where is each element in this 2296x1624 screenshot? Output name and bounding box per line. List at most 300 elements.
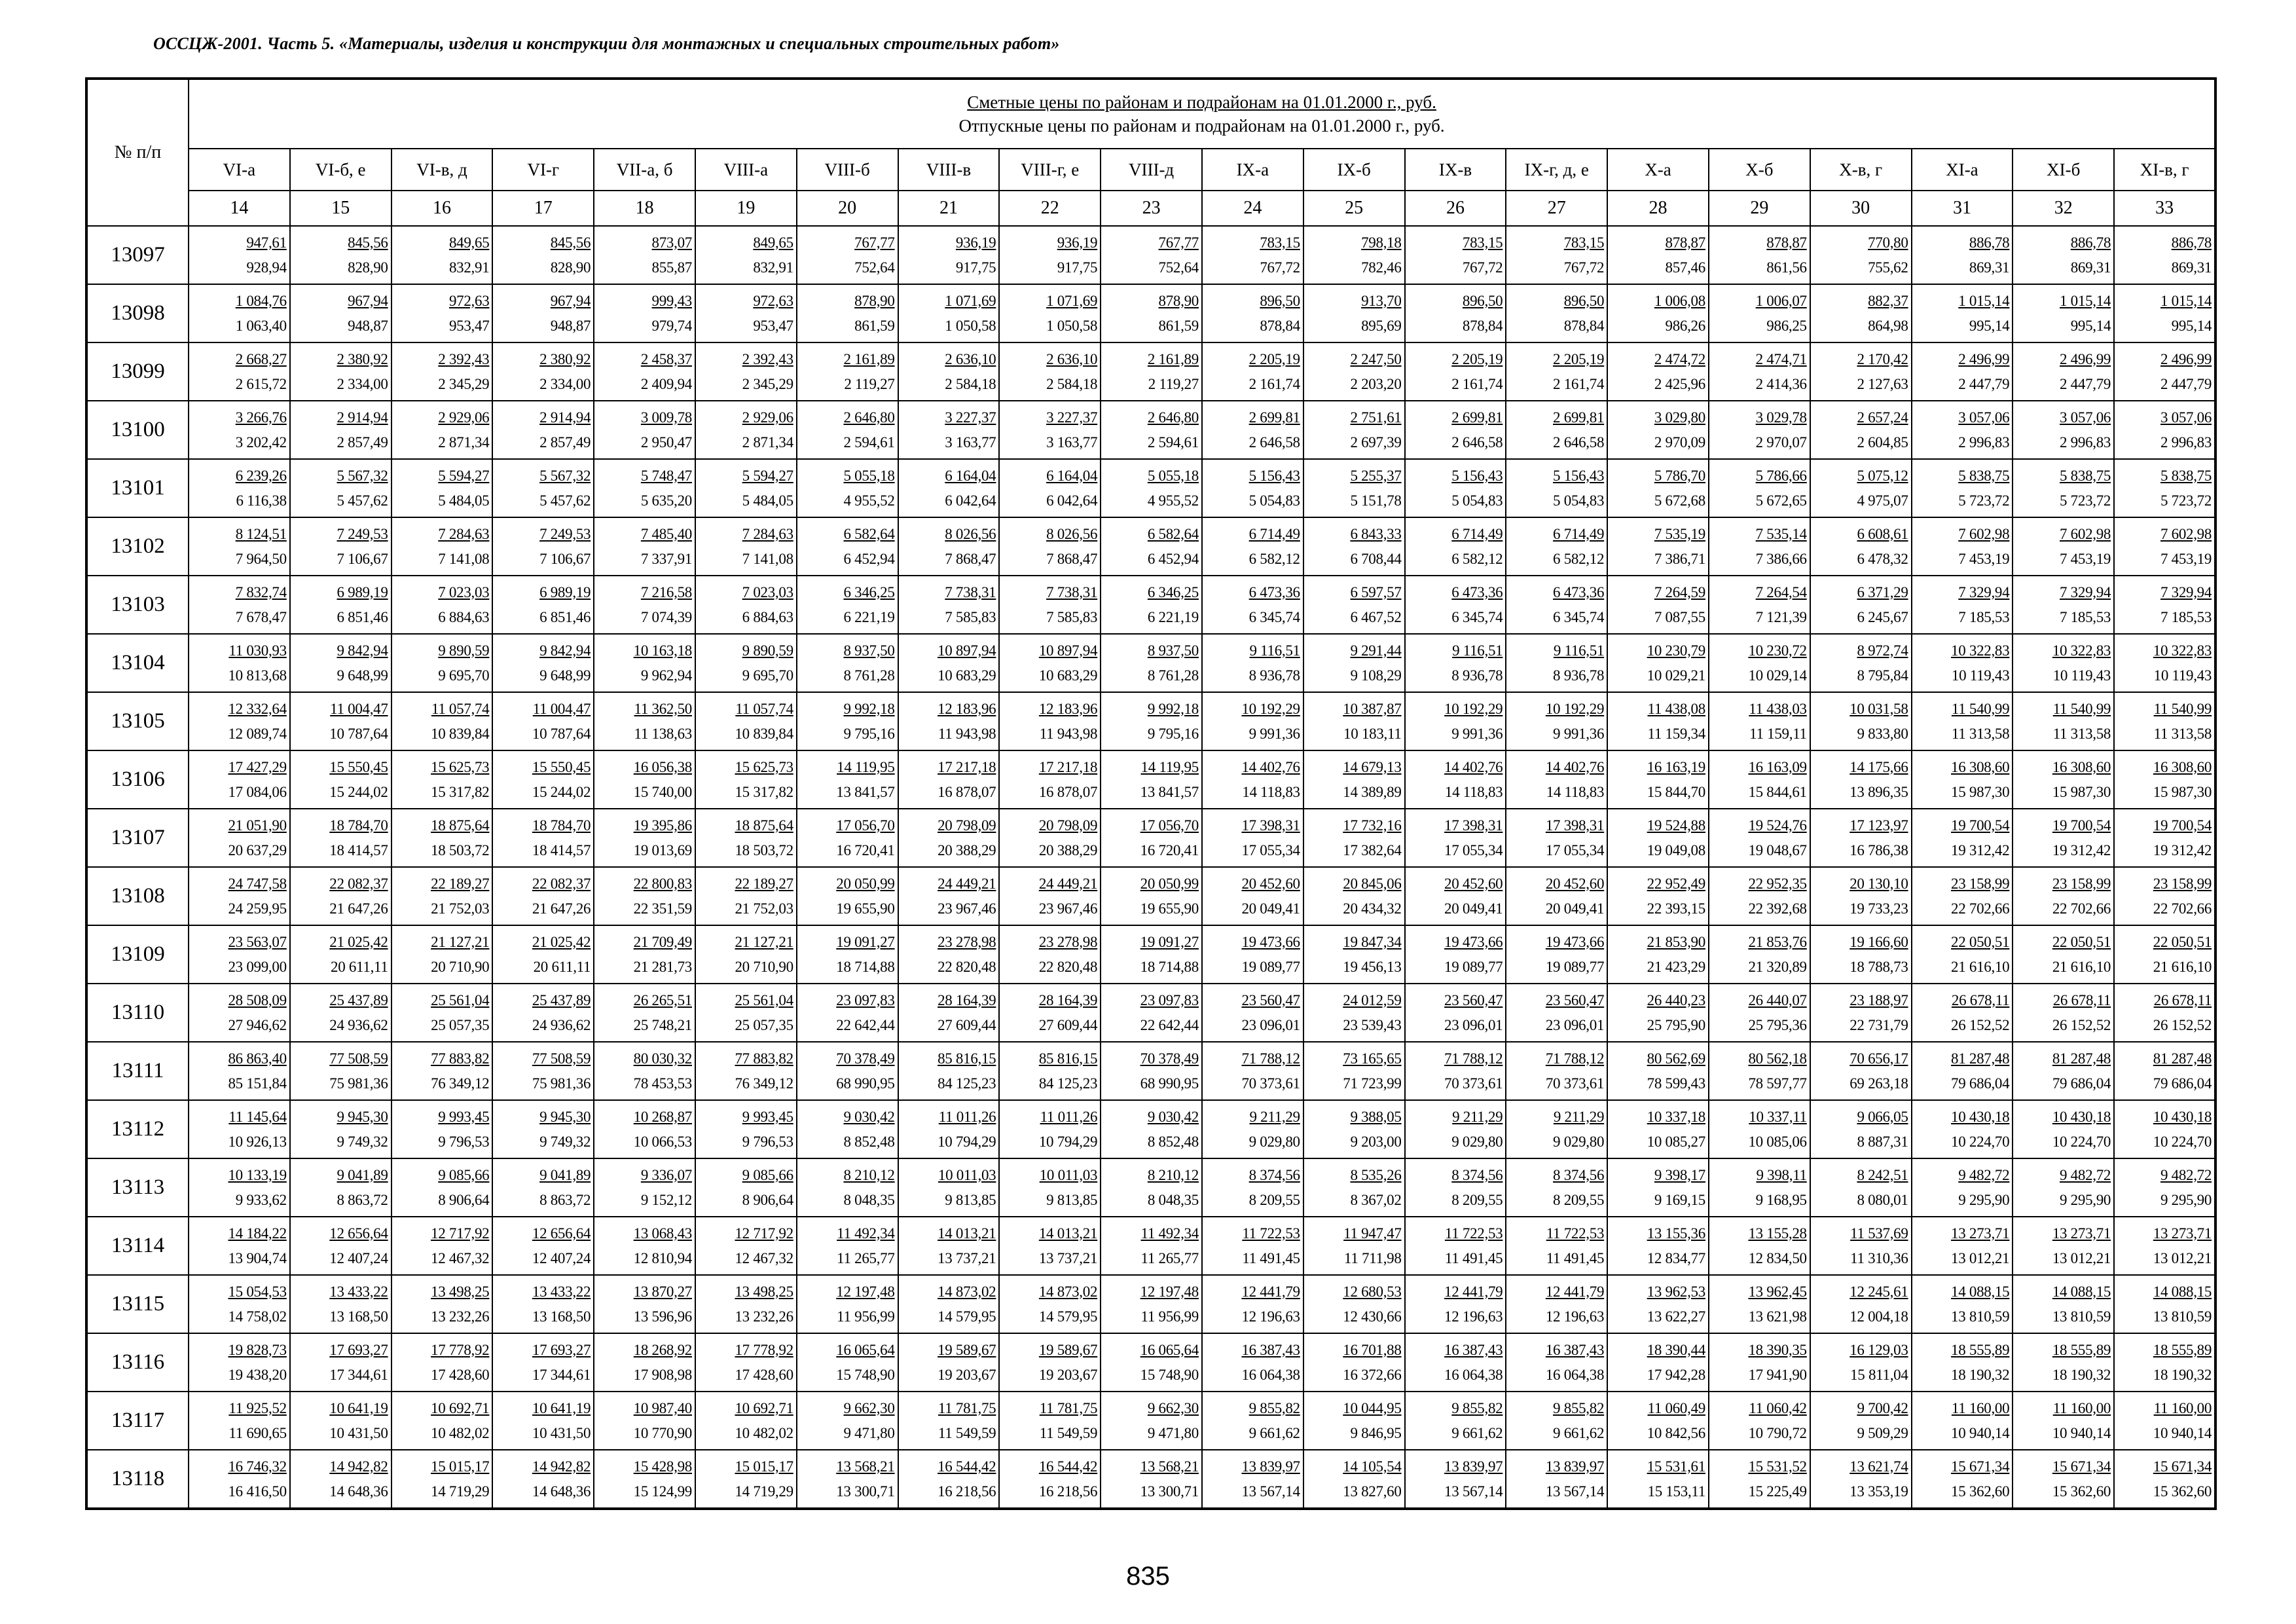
release-price: 15 987,30 bbox=[2153, 783, 2212, 800]
release-price: 14 579,95 bbox=[938, 1308, 996, 1325]
price-cell bbox=[1709, 1275, 1810, 1333]
estimate-price: 26 678,11 bbox=[1951, 991, 2010, 1008]
price-cell bbox=[1709, 284, 1810, 342]
release-price: 17 942,28 bbox=[1647, 1366, 1705, 1383]
estimate-price: 14 873,02 bbox=[938, 1283, 996, 1300]
estimate-price: 8 937,50 bbox=[1147, 642, 1199, 659]
price-cell bbox=[1506, 459, 1607, 517]
release-price: 2 996,83 bbox=[2060, 434, 2111, 451]
price-cell bbox=[1405, 1100, 1506, 1158]
release-price: 17 084,06 bbox=[228, 783, 287, 800]
price-cell bbox=[1101, 1042, 1202, 1100]
price-cell bbox=[1303, 342, 1405, 401]
estimate-price: 3 227,37 bbox=[1046, 409, 1098, 426]
price-cell bbox=[2114, 1392, 2215, 1450]
estimate-price: 6 582,64 bbox=[1147, 525, 1199, 542]
release-price: 9 796,53 bbox=[742, 1133, 793, 1150]
price-cell bbox=[594, 1100, 695, 1158]
price-cell bbox=[290, 1158, 392, 1217]
estimate-price: 11 160,00 bbox=[2052, 1399, 2111, 1416]
estimate-price: 20 050,99 bbox=[1140, 875, 1199, 892]
price-cell bbox=[1405, 925, 1506, 984]
price-cell bbox=[1607, 1217, 1709, 1275]
estimate-price: 77 508,59 bbox=[532, 1050, 591, 1067]
release-price: 5 484,05 bbox=[742, 492, 793, 509]
release-price: 3 163,77 bbox=[945, 434, 996, 451]
release-price: 2 345,29 bbox=[742, 375, 793, 392]
price-cell bbox=[392, 1042, 493, 1100]
estimate-price: 3 029,78 bbox=[1755, 409, 1807, 426]
table-row bbox=[86, 634, 2215, 692]
price-cell bbox=[999, 634, 1101, 692]
estimate-price: 11 492,34 bbox=[1140, 1225, 1199, 1242]
estimate-price: 12 717,92 bbox=[431, 1225, 490, 1242]
release-price: 17 908,98 bbox=[633, 1366, 692, 1383]
price-cell bbox=[695, 226, 797, 284]
price-cell bbox=[1101, 692, 1202, 750]
release-price: 11 313,58 bbox=[1951, 725, 2010, 742]
estimate-price: 22 050,51 bbox=[2052, 933, 2111, 950]
price-cell bbox=[797, 692, 898, 750]
table-row bbox=[86, 1333, 2215, 1392]
release-price: 23 096,01 bbox=[1444, 1016, 1503, 1033]
price-cell bbox=[1303, 401, 1405, 459]
region-header: VI-а bbox=[189, 149, 290, 191]
release-price: 8 906,64 bbox=[742, 1191, 793, 1208]
price-cell bbox=[1506, 1100, 1607, 1158]
release-price: 10 839,84 bbox=[735, 725, 793, 742]
release-price: 18 190,32 bbox=[2052, 1366, 2111, 1383]
price-cell bbox=[999, 1042, 1101, 1100]
estimate-price: 11 540,99 bbox=[2052, 700, 2111, 717]
price-cell bbox=[290, 750, 392, 809]
estimate-price: 19 166,60 bbox=[1850, 933, 1908, 950]
estimate-price: 71 788,12 bbox=[1444, 1050, 1503, 1067]
estimate-price: 26 678,11 bbox=[2153, 991, 2212, 1008]
estimate-price: 20 452,60 bbox=[1444, 875, 1503, 892]
estimate-price: 19 091,27 bbox=[836, 933, 895, 950]
estimate-price: 18 555,89 bbox=[2052, 1341, 2111, 1358]
region-header: IX-в bbox=[1405, 149, 1506, 191]
price-cell bbox=[189, 401, 290, 459]
estimate-price: 9 855,82 bbox=[1451, 1399, 1503, 1416]
release-price: 948,87 bbox=[348, 317, 388, 334]
price-cell bbox=[1303, 634, 1405, 692]
release-price: 13 168,50 bbox=[329, 1308, 388, 1325]
release-price: 6 851,46 bbox=[539, 608, 591, 625]
table-row bbox=[86, 459, 2215, 517]
estimate-price: 849,65 bbox=[448, 234, 490, 251]
price-cell bbox=[1607, 1392, 1709, 1450]
price-cell bbox=[1709, 1217, 1810, 1275]
estimate-price: 19 589,67 bbox=[1038, 1341, 1098, 1358]
price-cell bbox=[1506, 809, 1607, 867]
price-cell bbox=[1101, 809, 1202, 867]
price-cell bbox=[1202, 342, 1303, 401]
estimate-price: 10 192,29 bbox=[1444, 700, 1503, 717]
price-cell bbox=[1709, 692, 1810, 750]
estimate-price: 783,15 bbox=[1563, 234, 1605, 251]
row-code: 13103 bbox=[86, 576, 189, 634]
row-code: 13106 bbox=[86, 750, 189, 809]
release-price: 12 834,77 bbox=[1647, 1249, 1705, 1266]
release-price: 13 567,14 bbox=[1241, 1483, 1300, 1500]
release-price: 14 118,83 bbox=[1242, 783, 1300, 800]
release-price: 9 813,85 bbox=[945, 1191, 996, 1208]
release-price: 7 678,47 bbox=[235, 608, 287, 625]
column-number: 17 bbox=[492, 191, 594, 226]
price-cell bbox=[1912, 1392, 2013, 1450]
release-price: 782,46 bbox=[1361, 259, 1402, 276]
release-price: 6 478,32 bbox=[1857, 550, 1908, 567]
price-cell bbox=[189, 1333, 290, 1392]
release-price: 79 686,04 bbox=[2153, 1075, 2212, 1092]
price-cell bbox=[1709, 1100, 1810, 1158]
release-price: 2 697,39 bbox=[1350, 434, 1402, 451]
release-price: 19 013,69 bbox=[633, 841, 692, 858]
estimate-price: 15 671,34 bbox=[2153, 1458, 2212, 1475]
row-code: 13099 bbox=[86, 342, 189, 401]
estimate-price: 7 329,94 bbox=[2160, 583, 2212, 600]
release-price: 8 761,28 bbox=[1147, 667, 1199, 684]
price-cell bbox=[1709, 809, 1810, 867]
release-prices-caption: Отпускные цены по районам и подрайонам на 01.01.2000 г., руб. bbox=[958, 116, 1445, 136]
price-cell bbox=[898, 984, 1000, 1042]
price-cell bbox=[1202, 1333, 1303, 1392]
price-cell bbox=[1912, 576, 2013, 634]
estimate-price: 23 560,47 bbox=[1444, 991, 1503, 1008]
region-header-row bbox=[86, 149, 2215, 191]
release-price: 15 124,99 bbox=[633, 1483, 692, 1500]
price-cell bbox=[797, 342, 898, 401]
estimate-price: 24 012,59 bbox=[1343, 991, 1402, 1008]
release-price: 11 265,77 bbox=[1140, 1249, 1199, 1266]
price-cell bbox=[1405, 1392, 1506, 1450]
estimate-price: 11 011,26 bbox=[938, 1108, 996, 1125]
price-cell bbox=[1202, 809, 1303, 867]
price-cell bbox=[797, 1217, 898, 1275]
estimate-price: 15 428,98 bbox=[633, 1458, 692, 1475]
price-cell bbox=[492, 692, 594, 750]
estimate-price: 10 430,18 bbox=[2052, 1108, 2111, 1125]
price-cell bbox=[1506, 576, 1607, 634]
price-cell bbox=[1912, 925, 2013, 984]
table-row bbox=[86, 576, 2215, 634]
price-cell bbox=[392, 634, 493, 692]
column-number: 20 bbox=[797, 191, 898, 226]
estimate-price: 15 054,53 bbox=[228, 1283, 287, 1300]
estimate-price: 18 555,89 bbox=[2153, 1341, 2212, 1358]
estimate-price: 7 329,94 bbox=[2060, 583, 2111, 600]
price-cell bbox=[898, 692, 1000, 750]
price-cell bbox=[492, 517, 594, 576]
release-price: 13 567,14 bbox=[1545, 1483, 1605, 1500]
release-price: 21 281,73 bbox=[633, 958, 692, 975]
release-price: 9 661,62 bbox=[1451, 1424, 1503, 1441]
price-cell bbox=[2114, 692, 2215, 750]
release-price: 752,64 bbox=[1158, 259, 1199, 276]
price-cell bbox=[594, 809, 695, 867]
price-cell bbox=[1101, 1392, 1202, 1450]
estimate-price: 878,87 bbox=[1766, 234, 1807, 251]
price-cell bbox=[1405, 517, 1506, 576]
release-price: 1 063,40 bbox=[235, 317, 287, 334]
estimate-price: 873,07 bbox=[651, 234, 692, 251]
estimate-price: 9 700,42 bbox=[1857, 1399, 1908, 1416]
estimate-price: 6 346,25 bbox=[843, 583, 895, 600]
release-price: 11 313,58 bbox=[2052, 725, 2111, 742]
estimate-price: 77 883,82 bbox=[431, 1050, 490, 1067]
price-cell bbox=[492, 1158, 594, 1217]
estimate-price: 16 387,43 bbox=[1444, 1341, 1503, 1358]
release-price: 15 317,82 bbox=[431, 783, 490, 800]
estimate-price: 3 057,06 bbox=[1958, 409, 2010, 426]
estimate-price: 11 160,00 bbox=[2153, 1399, 2212, 1416]
release-price: 10 482,02 bbox=[735, 1424, 793, 1441]
release-price: 8 209,55 bbox=[1553, 1191, 1605, 1208]
price-cell bbox=[1303, 1100, 1405, 1158]
estimate-price: 20 845,06 bbox=[1343, 875, 1402, 892]
release-price: 5 054,83 bbox=[1451, 492, 1503, 509]
price-cell bbox=[1607, 342, 1709, 401]
estimate-price: 25 561,04 bbox=[431, 991, 490, 1008]
estimate-price: 19 847,34 bbox=[1343, 933, 1402, 950]
estimate-price: 8 026,56 bbox=[945, 525, 996, 542]
release-price: 12 004,18 bbox=[1850, 1308, 1908, 1325]
price-cell bbox=[1202, 867, 1303, 925]
release-price: 2 646,58 bbox=[1248, 434, 1300, 451]
price-cell bbox=[2114, 401, 2215, 459]
release-price: 9 509,29 bbox=[1857, 1424, 1908, 1441]
release-price: 13 168,50 bbox=[532, 1308, 591, 1325]
price-cell bbox=[1101, 459, 1202, 517]
release-price: 13 567,14 bbox=[1444, 1483, 1503, 1500]
estimate-price: 5 594,27 bbox=[742, 467, 793, 484]
price-cell bbox=[1810, 1217, 1912, 1275]
estimate-price: 7 602,98 bbox=[2060, 525, 2111, 542]
price-cell bbox=[695, 1217, 797, 1275]
release-price: 15 244,02 bbox=[532, 783, 591, 800]
price-cell bbox=[1607, 692, 1709, 750]
estimate-price: 80 562,69 bbox=[1647, 1050, 1705, 1067]
price-cell bbox=[2114, 925, 2215, 984]
estimate-price: 2 205,19 bbox=[1248, 350, 1300, 367]
price-cell bbox=[492, 809, 594, 867]
release-price: 20 637,29 bbox=[228, 841, 287, 858]
price-cell bbox=[290, 1392, 392, 1450]
price-cell bbox=[2114, 459, 2215, 517]
price-cell bbox=[898, 634, 1000, 692]
estimate-price: 9 030,42 bbox=[1147, 1108, 1199, 1125]
release-price: 17 055,34 bbox=[1545, 841, 1605, 858]
release-price: 17 055,34 bbox=[1444, 841, 1503, 858]
release-price: 2 584,18 bbox=[1046, 375, 1098, 392]
release-price: 12 089,74 bbox=[228, 725, 287, 742]
estimate-price: 11 362,50 bbox=[634, 700, 692, 717]
release-price: 13 737,21 bbox=[1038, 1249, 1098, 1266]
price-cell bbox=[189, 1275, 290, 1333]
price-cell bbox=[898, 750, 1000, 809]
estimate-price: 1 071,69 bbox=[945, 292, 996, 309]
price-cell bbox=[695, 576, 797, 634]
release-price: 14 389,89 bbox=[1343, 783, 1402, 800]
price-cell bbox=[898, 1042, 1000, 1100]
estimate-price: 783,15 bbox=[1260, 234, 1300, 251]
estimate-price: 2 699,81 bbox=[1451, 409, 1503, 426]
release-price: 78 599,43 bbox=[1647, 1075, 1705, 1092]
price-cell bbox=[492, 1042, 594, 1100]
release-price: 6 345,74 bbox=[1451, 608, 1503, 625]
release-price: 8 048,35 bbox=[1147, 1191, 1199, 1208]
price-cell bbox=[189, 1392, 290, 1450]
estimate-price: 1 084,76 bbox=[235, 292, 287, 309]
price-cell bbox=[999, 284, 1101, 342]
price-cell bbox=[999, 576, 1101, 634]
estimate-price: 19 700,54 bbox=[2153, 817, 2212, 834]
price-cell bbox=[1810, 459, 1912, 517]
estimate-price: 9 992,18 bbox=[843, 700, 895, 717]
estimate-price: 6 608,61 bbox=[1857, 525, 1908, 542]
release-price: 12 196,63 bbox=[1545, 1308, 1605, 1325]
price-cell bbox=[492, 1450, 594, 1509]
release-price: 6 884,63 bbox=[742, 608, 793, 625]
release-price: 3 163,77 bbox=[1046, 434, 1098, 451]
release-price: 4 955,52 bbox=[843, 492, 895, 509]
estimate-price: 13 068,43 bbox=[633, 1225, 692, 1242]
price-cell bbox=[695, 284, 797, 342]
release-price: 9 749,32 bbox=[539, 1133, 591, 1150]
estimate-price: 9 211,29 bbox=[1452, 1108, 1503, 1125]
release-price: 7 185,53 bbox=[2060, 608, 2111, 625]
price-cell bbox=[1810, 1158, 1912, 1217]
estimate-price: 14 088,15 bbox=[2153, 1283, 2212, 1300]
column-number: 14 bbox=[189, 191, 290, 226]
estimate-price: 13 273,71 bbox=[2052, 1225, 2111, 1242]
price-cell bbox=[1303, 1042, 1405, 1100]
estimate-price: 19 395,86 bbox=[633, 817, 692, 834]
release-price: 864,98 bbox=[1868, 317, 1908, 334]
release-price: 2 604,85 bbox=[1857, 434, 1908, 451]
estimate-price: 5 567,32 bbox=[539, 467, 591, 484]
estimate-price: 21 853,90 bbox=[1647, 933, 1705, 950]
price-cell bbox=[189, 984, 290, 1042]
price-cell bbox=[695, 342, 797, 401]
release-price: 10 770,90 bbox=[633, 1424, 692, 1441]
release-price: 19 089,77 bbox=[1545, 958, 1605, 975]
row-code: 13108 bbox=[86, 867, 189, 925]
estimate-price: 14 105,54 bbox=[1343, 1458, 1402, 1475]
release-price: 4 955,52 bbox=[1147, 492, 1199, 509]
price-cell bbox=[898, 1158, 1000, 1217]
price-cell bbox=[392, 867, 493, 925]
price-cell bbox=[1405, 750, 1506, 809]
estimate-price: 1 006,07 bbox=[1755, 292, 1807, 309]
price-cell bbox=[1709, 984, 1810, 1042]
page-header: ОССЦЖ-2001. Часть 5. «Материалы, изделия и конструкции для монтажных и специальных строительных работ» bbox=[153, 34, 1060, 53]
price-cell bbox=[392, 1217, 493, 1275]
estimate-price: 10 387,87 bbox=[1343, 700, 1402, 717]
price-cell bbox=[290, 809, 392, 867]
estimate-price: 11 004,47 bbox=[330, 700, 388, 717]
release-price: 8 906,64 bbox=[438, 1191, 490, 1208]
column-number: 28 bbox=[1607, 191, 1709, 226]
price-cell bbox=[1303, 1275, 1405, 1333]
price-cell bbox=[1202, 226, 1303, 284]
price-cell bbox=[1101, 1158, 1202, 1217]
release-price: 2 857,49 bbox=[337, 434, 388, 451]
price-cell bbox=[1405, 459, 1506, 517]
estimate-price: 26 440,07 bbox=[1748, 991, 1807, 1008]
release-price: 2 646,58 bbox=[1553, 434, 1605, 451]
estimate-price: 5 255,37 bbox=[1350, 467, 1402, 484]
release-price: 9 295,90 bbox=[1958, 1191, 2010, 1208]
release-price: 2 161,74 bbox=[1248, 375, 1300, 392]
estimate-price: 12 245,61 bbox=[1850, 1283, 1908, 1300]
price-cell bbox=[999, 1450, 1101, 1509]
price-cell bbox=[1506, 984, 1607, 1042]
estimate-price: 15 625,73 bbox=[735, 758, 793, 775]
estimate-price: 8 026,56 bbox=[1046, 525, 1098, 542]
release-price: 16 064,38 bbox=[1241, 1366, 1300, 1383]
release-price: 20 611,11 bbox=[533, 958, 591, 975]
release-price: 9 795,16 bbox=[843, 725, 895, 742]
estimate-price: 10 163,18 bbox=[633, 642, 692, 659]
price-cell bbox=[2013, 1100, 2114, 1158]
estimate-price: 2 668,27 bbox=[235, 350, 287, 367]
estimate-price: 7 264,54 bbox=[1755, 583, 1807, 600]
price-cell bbox=[1607, 750, 1709, 809]
estimate-price: 19 473,66 bbox=[1545, 933, 1605, 950]
release-price: 7 453,19 bbox=[1958, 550, 2010, 567]
price-cell bbox=[1101, 867, 1202, 925]
estimate-price: 22 952,35 bbox=[1748, 875, 1807, 892]
price-cell bbox=[898, 459, 1000, 517]
price-cell bbox=[594, 1392, 695, 1450]
release-price: 7 868,47 bbox=[1046, 550, 1098, 567]
release-price: 995,14 bbox=[1969, 317, 2010, 334]
row-code: 13107 bbox=[86, 809, 189, 867]
estimate-price: 23 158,99 bbox=[2153, 875, 2212, 892]
price-cell bbox=[1405, 1450, 1506, 1509]
release-price: 6 467,52 bbox=[1350, 608, 1402, 625]
price-cell bbox=[189, 750, 290, 809]
price-cell bbox=[1607, 401, 1709, 459]
estimate-price: 3 029,80 bbox=[1654, 409, 1705, 426]
price-cell bbox=[594, 1333, 695, 1392]
estimate-price: 16 387,43 bbox=[1241, 1341, 1300, 1358]
release-price: 13 841,57 bbox=[836, 783, 895, 800]
estimate-price: 2 929,06 bbox=[742, 409, 793, 426]
release-price: 4 975,07 bbox=[1857, 492, 1908, 509]
estimate-price: 70 378,49 bbox=[1140, 1050, 1199, 1067]
release-price: 17 344,61 bbox=[329, 1366, 388, 1383]
release-price: 10 683,29 bbox=[938, 667, 996, 684]
release-price: 13 841,57 bbox=[1140, 783, 1199, 800]
estimate-price: 9 085,66 bbox=[742, 1166, 793, 1183]
estimate-price: 2 380,92 bbox=[539, 350, 591, 367]
row-code: 13104 bbox=[86, 634, 189, 692]
release-price: 9 749,32 bbox=[337, 1133, 388, 1150]
release-price: 13 904,74 bbox=[228, 1249, 287, 1266]
estimate-price: 14 119,95 bbox=[1140, 758, 1199, 775]
release-price: 869,31 bbox=[1969, 259, 2010, 276]
release-price: 14 118,83 bbox=[1444, 783, 1503, 800]
estimate-price: 9 993,45 bbox=[742, 1108, 793, 1125]
estimate-price: 23 278,98 bbox=[1038, 933, 1098, 950]
estimate-price: 9 398,11 bbox=[1756, 1166, 1807, 1183]
estimate-price: 886,78 bbox=[2171, 234, 2212, 251]
release-price: 22 820,48 bbox=[938, 958, 996, 975]
